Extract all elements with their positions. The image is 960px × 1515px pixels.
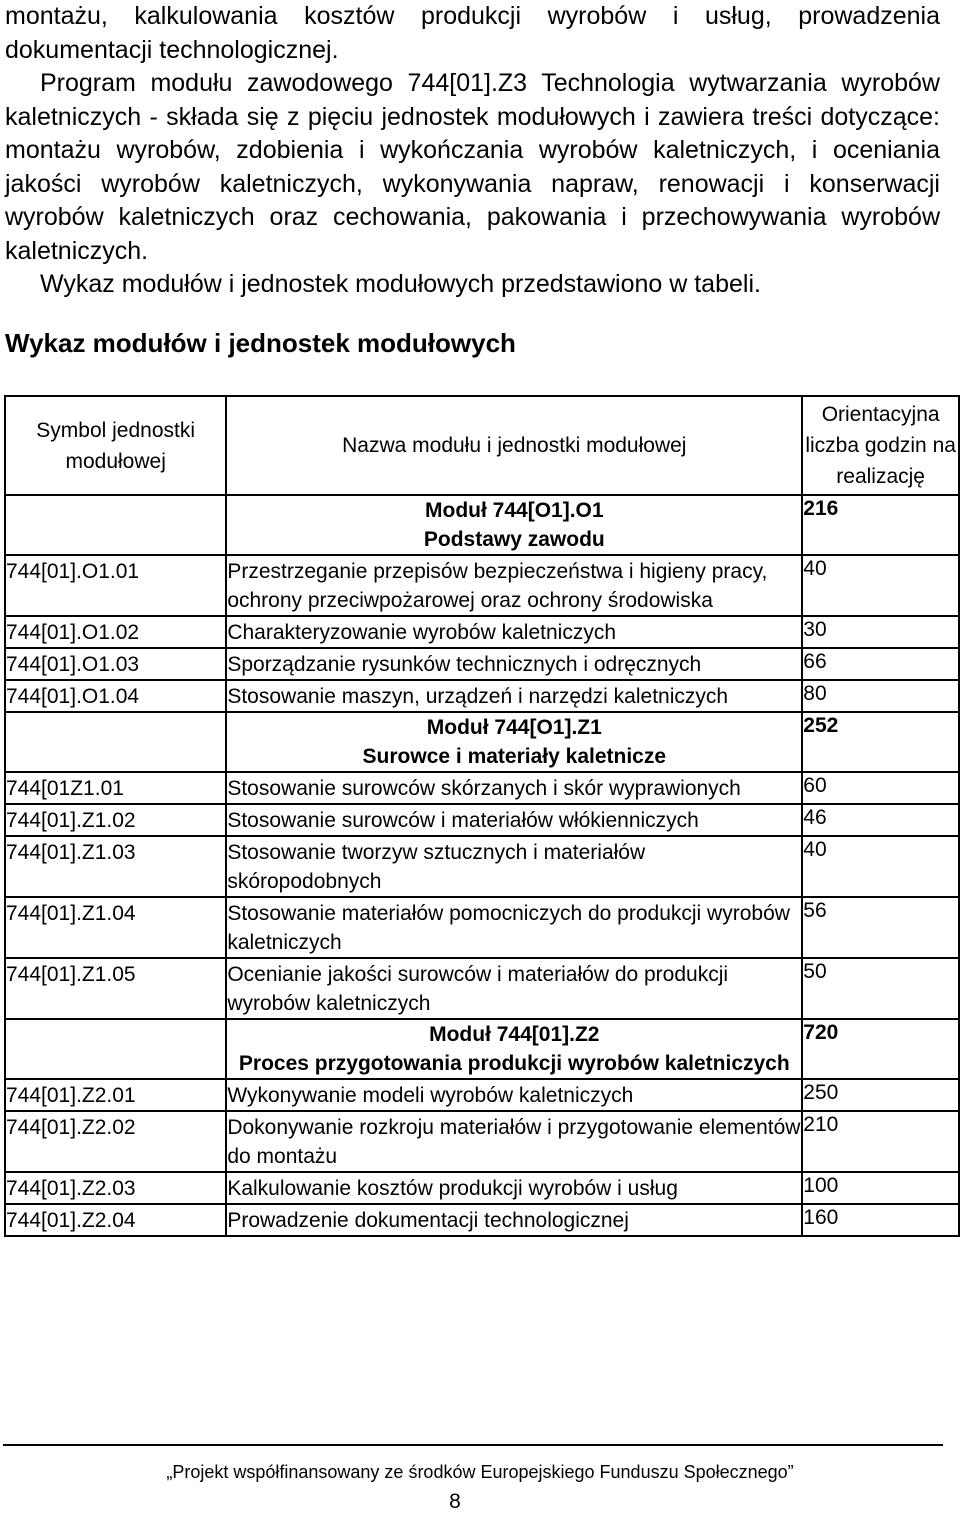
unit-hours: 60: [802, 772, 959, 804]
unit-name: Wykonywanie modeli wyrobów kaletniczych: [226, 1079, 802, 1111]
unit-row: [5, 1172, 959, 1204]
unit-name: Dokonywanie rozkroju materiałów i przygotowanie elementów do montażu: [226, 1111, 802, 1172]
unit-hours: 100: [802, 1172, 959, 1204]
header-name: Nazwa modułu i jednostki modułowej: [226, 396, 802, 495]
unit-name: Stosowanie maszyn, urządzeń i narzędzi kaletniczych: [226, 680, 802, 712]
module-name-cell: [226, 1019, 802, 1079]
table-body: [5, 495, 959, 1236]
unit-name: Prowadzenie dokumentacji technologicznej: [226, 1204, 802, 1236]
unit-symbol: 744[01].O1.03: [5, 648, 226, 680]
unit-symbol: 744[01].Z2.01: [5, 1079, 226, 1111]
module-hours: 216: [802, 495, 959, 555]
module-title: Moduł 744[O1].Z1: [426, 716, 602, 739]
unit-hours: 66: [802, 648, 959, 680]
unit-symbol: 744[01].Z1.03: [5, 836, 226, 897]
footer-text: „Projekt współfinansowany ze środków Europejskiego Funduszu Społecznego”: [166, 1462, 794, 1482]
module-symbol-cell: [5, 712, 226, 772]
section-title: Wykaz modułów i jednostek modułowych: [5, 328, 516, 358]
module-hours: 252: [802, 712, 959, 772]
unit-hours: 40: [802, 555, 959, 616]
module-hours: 720: [802, 1019, 959, 1079]
unit-symbol: 744[01].O1.02: [5, 616, 226, 648]
module-row: [5, 712, 959, 772]
unit-symbol: 744[01].Z2.03: [5, 1172, 226, 1204]
unit-hours: 80: [802, 680, 959, 712]
unit-hours: 210: [802, 1111, 959, 1172]
module-name-cell: [226, 495, 802, 555]
unit-name: Charakteryzowanie wyrobów kaletniczych: [226, 616, 802, 648]
module-row: [5, 495, 959, 555]
unit-symbol: 744[01].O1.04: [5, 680, 226, 712]
unit-row: [5, 1204, 959, 1236]
unit-symbol: 744[01].Z1.02: [5, 804, 226, 836]
page-number: 8: [449, 1490, 461, 1513]
header-symbol: Symbol jednostki modułowej: [5, 396, 226, 495]
unit-row: [5, 804, 959, 836]
module-subtitle: Proces przygotowania produkcji wyrobów kaletniczych: [238, 1052, 790, 1075]
footer-divider: [3, 1444, 943, 1446]
unit-row: [5, 772, 959, 804]
module-title: Moduł 744[O1].O1: [425, 499, 604, 522]
header-hours: Orientacyjna liczba godzin na realizację: [802, 396, 959, 495]
unit-symbol: 744[01].Z1.04: [5, 897, 226, 958]
module-name-cell: [226, 712, 802, 772]
unit-name: Kalkulowanie kosztów produkcji wyrobów i usług: [226, 1172, 802, 1204]
module-title: Moduł 744[01].Z2: [429, 1023, 600, 1046]
unit-row: [5, 616, 959, 648]
module-subtitle: Podstawy zawodu: [423, 528, 605, 551]
unit-row: [5, 1111, 959, 1172]
intro-table-reference: Wykaz modułów i jednostek modułowych przedstawiono w tabeli.: [40, 270, 761, 298]
unit-symbol: 744[01].Z1.05: [5, 958, 226, 1019]
unit-name: Stosowanie surowców skórzanych i skór wyprawionych: [226, 772, 802, 804]
unit-hours: 40: [802, 836, 959, 897]
intro-continuation: montażu, kalkulowania kosztów produkcji wyrobów i usług, prowadzenia dokumentacji technologicznej.: [5, 2, 940, 64]
unit-name: Stosowanie surowców i materiałów włókienniczych: [226, 804, 802, 836]
unit-name: Sporządzanie rysunków technicznych i odręcznych: [226, 648, 802, 680]
module-row: [5, 1019, 959, 1079]
unit-hours: 30: [802, 616, 959, 648]
unit-name: Stosowanie tworzyw sztucznych i materiałów skóropodobnych: [226, 836, 802, 897]
unit-name: Przestrzeganie przepisów bezpieczeństwa i higieny pracy, ochrony przeciwpożarowej oraz ochrony środowiska: [226, 555, 802, 616]
unit-row: [5, 897, 959, 958]
unit-hours: 50: [802, 958, 959, 1019]
module-symbol-cell: [5, 495, 226, 555]
unit-row: [5, 680, 959, 712]
unit-row: [5, 555, 959, 616]
module-subtitle: Surowce i materiały kaletnicze: [362, 745, 667, 768]
module-symbol-cell: [5, 1019, 226, 1079]
unit-hours: 56: [802, 897, 959, 958]
unit-row: [5, 958, 959, 1019]
unit-hours: 46: [802, 804, 959, 836]
unit-name: Ocenianie jakości surowców i materiałów do produkcji wyrobów kaletniczych: [226, 958, 802, 1019]
unit-symbol: 744[01].O1.01: [5, 555, 226, 616]
unit-symbol: 744[01].Z2.04: [5, 1204, 226, 1236]
unit-hours: 250: [802, 1079, 959, 1111]
table-header-row: [5, 396, 959, 495]
unit-hours: 160: [802, 1204, 959, 1236]
unit-symbol: 744[01Z1.01: [5, 772, 226, 804]
intro-text: [5, 0, 940, 302]
intro-paragraph: Program modułu zawodowego 744[01].Z3 Technologia wytwarzania wyrobów kaletniczych - składa się z pięciu jednostek modułowych i zawiera treści dotyczące: montażu wyrobów, zdobienia i wykończania wyrobów kaletniczych, i oceniania jakości wyrobów kaletniczych, wykonywania napraw, renowacji i konserwacji wyrobów kaletniczych oraz cechowania, pakowania i przechowywania wyrobów kaletniczych.: [5, 69, 940, 265]
unit-symbol: 744[01].Z2.02: [5, 1111, 226, 1172]
unit-row: [5, 648, 959, 680]
unit-name: Stosowanie materiałów pomocniczych do produkcji wyrobów kaletniczych: [226, 897, 802, 958]
unit-row: [5, 836, 959, 897]
modules-table: [4, 395, 960, 1237]
unit-row: [5, 1079, 959, 1111]
